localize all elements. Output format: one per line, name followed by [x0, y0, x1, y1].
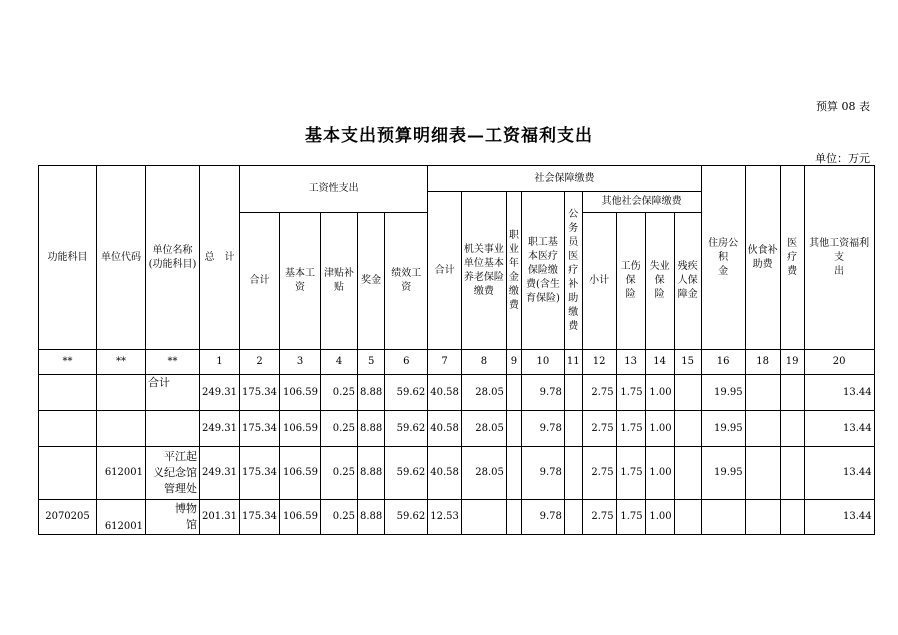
- index-cell: **: [97, 350, 146, 375]
- index-cell: 16: [701, 350, 745, 375]
- social-total-cell: 40.58: [428, 447, 462, 500]
- header-bonus: 奖金: [358, 213, 385, 350]
- header-total: 总 计: [200, 166, 240, 350]
- index-cell: 9: [506, 350, 521, 375]
- other-subtotal-cell: 2.75: [582, 375, 616, 411]
- bonus-cell: 8.88: [358, 500, 385, 535]
- index-cell: 19: [780, 350, 804, 375]
- annuity-cell: [506, 447, 521, 500]
- index-cell: 2: [240, 350, 280, 375]
- other-subtotal-cell: 2.75: [582, 447, 616, 500]
- social-total-cell: 40.58: [428, 411, 462, 447]
- header-other-subtotal: 小计: [582, 213, 616, 350]
- basic-wage-cell: 106.59: [280, 411, 321, 447]
- disability-cell: [674, 375, 701, 411]
- medical-fee-cell: [780, 447, 804, 500]
- social-total-cell: 12.53: [428, 500, 462, 535]
- allowance-cell: 0.25: [321, 500, 358, 535]
- table-row: [39, 447, 875, 500]
- header-unemployment: 失业保 险: [645, 213, 674, 350]
- unit-name-cell: 合计: [146, 375, 200, 411]
- perf-wage-cell: 59.62: [385, 411, 428, 447]
- total-cell: 249.31: [200, 375, 240, 411]
- civil-servant-medical-cell: [564, 375, 582, 411]
- index-cell: 12: [582, 350, 616, 375]
- wage-total-cell: 175.34: [240, 411, 280, 447]
- header-other-social-group: 其他社会保障缴费: [582, 192, 701, 213]
- pension-cell: [461, 500, 506, 535]
- annuity-cell: [506, 375, 521, 411]
- wage-total-cell: 175.34: [240, 375, 280, 411]
- total-cell: 249.31: [200, 447, 240, 500]
- medical-fee-cell: [780, 411, 804, 447]
- header-medical: 职工基 本医疗 保险缴 费(含生 育保险): [521, 192, 564, 350]
- index-cell: 3: [280, 350, 321, 375]
- index-cell: 1: [200, 350, 240, 375]
- unit-name-cell: 平江起 义纪念馆 管理处: [146, 447, 200, 500]
- other-welfare-cell: 13.44: [804, 375, 874, 411]
- medical-cell: 9.78: [521, 447, 564, 500]
- medical-cell: 9.78: [521, 411, 564, 447]
- index-cell: 8: [461, 350, 506, 375]
- index-cell: **: [146, 350, 200, 375]
- index-row: [39, 350, 875, 375]
- unemployment-cell: 1.00: [645, 411, 674, 447]
- form-number: 预算 08 表: [816, 100, 870, 113]
- basic-wage-cell: 106.59: [280, 500, 321, 535]
- index-cell: 18: [745, 350, 780, 375]
- allowance-cell: 0.25: [321, 411, 358, 447]
- basic-wage-cell: 106.59: [280, 375, 321, 411]
- unemployment-cell: 1.00: [645, 500, 674, 535]
- meal-subsidy-cell: [745, 447, 780, 500]
- basic-wage-cell: 106.59: [280, 447, 321, 500]
- header-unit-name: 单位名称 (功能科目): [146, 166, 200, 350]
- unit-code-cell: [97, 375, 146, 411]
- index-cell: 14: [645, 350, 674, 375]
- civil-servant-medical-cell: [564, 447, 582, 500]
- annuity-cell: [506, 500, 521, 535]
- header-unit-code: 单位代码: [97, 166, 146, 350]
- wage-total-cell: 175.34: [240, 447, 280, 500]
- table-row: [39, 411, 875, 447]
- unit-label: 单位：万元: [815, 152, 870, 165]
- meal-subsidy-cell: [745, 500, 780, 535]
- injury-cell: 1.75: [616, 411, 645, 447]
- perf-wage-cell: 59.62: [385, 500, 428, 535]
- civil-servant-medical-cell: [564, 500, 582, 535]
- annuity-cell: [506, 411, 521, 447]
- other-welfare-cell: 13.44: [804, 447, 874, 500]
- bonus-cell: 8.88: [358, 447, 385, 500]
- other-subtotal-cell: 2.75: [582, 500, 616, 535]
- medical-cell: 9.78: [521, 500, 564, 535]
- meal-subsidy-cell: [745, 375, 780, 411]
- housing-fund-cell: [701, 500, 745, 535]
- disability-cell: [674, 500, 701, 535]
- pension-cell: 28.05: [461, 411, 506, 447]
- housing-fund-cell: 19.95: [701, 375, 745, 411]
- index-cell: 13: [616, 350, 645, 375]
- injury-cell: 1.75: [616, 447, 645, 500]
- header-injury: 工伤保 险: [616, 213, 645, 350]
- header-func-subject: 功能科目: [39, 166, 97, 350]
- index-cell: 5: [358, 350, 385, 375]
- index-cell: **: [39, 350, 97, 375]
- index-cell: 10: [521, 350, 564, 375]
- unemployment-cell: 1.00: [645, 447, 674, 500]
- func-subject-cell: [39, 411, 97, 447]
- header-social-group: 社会保障缴费: [428, 166, 701, 192]
- other-welfare-cell: 13.44: [804, 500, 874, 535]
- func-subject-cell: [39, 375, 97, 411]
- allowance-cell: 0.25: [321, 447, 358, 500]
- other-welfare-cell: 13.44: [804, 411, 874, 447]
- total-cell: 249.31: [200, 411, 240, 447]
- social-total-cell: 40.58: [428, 375, 462, 411]
- meal-subsidy-cell: [745, 411, 780, 447]
- header-social-total: 合计: [428, 192, 462, 350]
- table-row: [39, 500, 875, 535]
- header-wage-total: 合计: [240, 213, 280, 350]
- housing-fund-cell: 19.95: [701, 447, 745, 500]
- unemployment-cell: 1.00: [645, 375, 674, 411]
- other-subtotal-cell: 2.75: [582, 411, 616, 447]
- medical-fee-cell: [780, 500, 804, 535]
- perf-wage-cell: 59.62: [385, 375, 428, 411]
- medical-cell: 9.78: [521, 375, 564, 411]
- header-pension: 机关事业 单位基本 养老保险 缴费: [461, 192, 506, 350]
- func-subject-cell: [39, 447, 97, 500]
- func-subject-cell: 2070205: [39, 500, 97, 535]
- housing-fund-cell: 19.95: [701, 411, 745, 447]
- pension-cell: 28.05: [461, 447, 506, 500]
- header-perf-wage: 绩效工资: [385, 213, 428, 350]
- disability-cell: [674, 411, 701, 447]
- header-allowance: 津贴补 贴: [321, 213, 358, 350]
- bonus-cell: 8.88: [358, 411, 385, 447]
- header-wage-group: 工资性支出: [240, 166, 428, 213]
- pension-cell: 28.05: [461, 375, 506, 411]
- injury-cell: 1.75: [616, 500, 645, 535]
- index-cell: 11: [564, 350, 582, 375]
- injury-cell: 1.75: [616, 375, 645, 411]
- unit-code-cell: 612001: [97, 500, 146, 535]
- header-occupational-annuity: 职 业 年 金 缴 费: [506, 192, 521, 350]
- unit-name-cell: 博物 馆: [146, 500, 200, 535]
- unit-code-cell: [97, 411, 146, 447]
- header-basic-wage: 基本工资: [280, 213, 321, 350]
- header-disability: 残疾 人保 障金: [674, 213, 701, 350]
- header-civil-servant-medical: 公 务 员 医 疗 补 助 缴 费: [564, 192, 582, 350]
- unit-name-cell: [146, 411, 200, 447]
- budget-table: [38, 165, 875, 535]
- disability-cell: [674, 447, 701, 500]
- index-cell: 20: [804, 350, 874, 375]
- table-row: [39, 375, 875, 411]
- perf-wage-cell: 59.62: [385, 447, 428, 500]
- medical-fee-cell: [780, 375, 804, 411]
- index-cell: 4: [321, 350, 358, 375]
- index-cell: 7: [428, 350, 462, 375]
- total-cell: 201.31: [200, 500, 240, 535]
- header-meal-subsidy: 伙食补 助费: [745, 166, 780, 350]
- bonus-cell: 8.88: [358, 375, 385, 411]
- wage-total-cell: 175.34: [240, 500, 280, 535]
- allowance-cell: 0.25: [321, 375, 358, 411]
- index-cell: 6: [385, 350, 428, 375]
- unit-code-cell: 612001: [97, 447, 146, 500]
- civil-servant-medical-cell: [564, 411, 582, 447]
- header-medical-fee: 医疗 费: [780, 166, 804, 350]
- header-other-welfare: 其他工资福利支 出: [804, 166, 874, 350]
- header-housing-fund: 住房公积 金: [701, 166, 745, 350]
- index-cell: 15: [674, 350, 701, 375]
- page-title: 基本支出预算明细表—工资福利支出: [305, 126, 593, 146]
